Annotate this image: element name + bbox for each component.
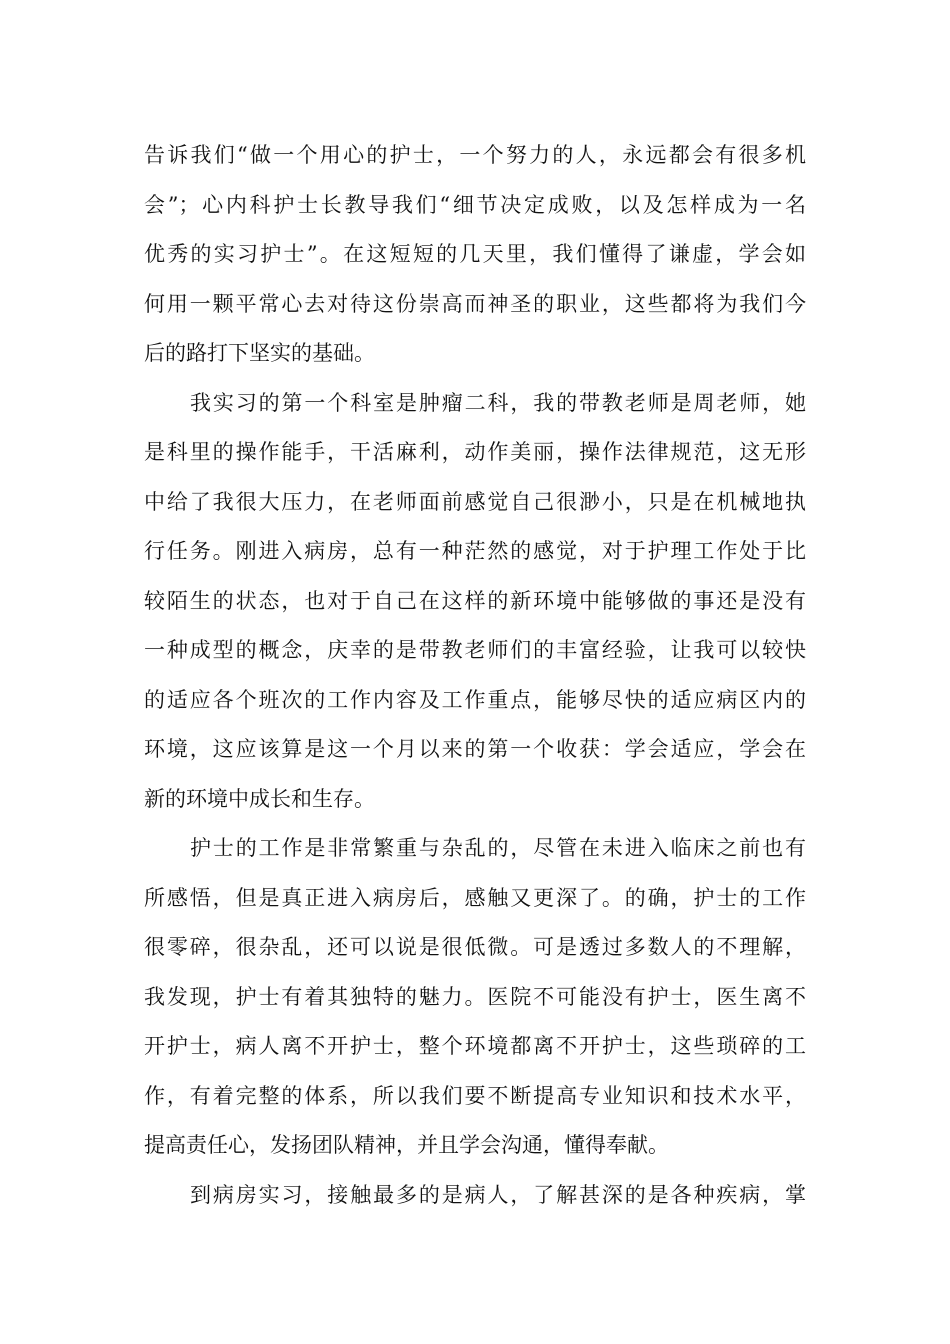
- text-line: 新的环境中成长和生存。: [144, 786, 375, 811]
- document-body: [144, 131, 806, 1220]
- text-line: 我实习的第一个科室是肿瘤二科，我的带教老师是周老师，她: [190, 390, 806, 415]
- text-line: 环境，这应该算是这一个月以来的第一个收获：学会适应，学会在: [144, 737, 806, 761]
- text-line: 开护士，病人离不开护士，整个环境都离不开护士，这些琐碎的工: [144, 1034, 806, 1058]
- text-line: 提高责任心，发扬团队精神，并且学会沟通，懂得奉献。: [144, 1133, 669, 1157]
- text-line: 后的路打下坚实的基础。: [144, 341, 375, 365]
- text-line: 作，有着完整的体系，所以我们要不断提高专业知识和技术水平，: [144, 1083, 806, 1108]
- text-line: 何用一颗平常心去对待这份崇高而神圣的职业，这些都将为我们今: [144, 291, 806, 316]
- paragraph-4: [144, 1171, 806, 1221]
- text-line: 中给了我很大压力，在老师面前感觉自己很渺小，只是在机械地执: [144, 489, 806, 514]
- text-line: 我发现，护士有着其独特的魅力。医院不可能没有护士，医生离不: [144, 984, 806, 1009]
- text-line: 会”；心内科护士长教导我们“细节决定成败，以及怎样成为一名: [144, 192, 806, 217]
- text-line: 所感悟，但是真正进入病房后，感触又更深了。的确，护士的工作: [144, 885, 806, 910]
- text-line: 到病房实习，接触最多的是病人，了解甚深的是各种疾病，掌: [190, 1182, 806, 1207]
- text-line: 一种成型的概念，庆幸的是带教老师们的丰富经验，让我可以较快: [144, 638, 806, 662]
- text-line: 是科里的操作能手，干活麻利，动作美丽，操作法律规范，这无形: [144, 440, 806, 464]
- paragraph-3: [144, 824, 806, 1171]
- text-line: 的适应各个班次的工作内容及工作重点，能够尽快的适应病区内的: [144, 687, 806, 712]
- paragraph-2: [144, 379, 806, 825]
- text-line: 较陌生的状态，也对于自己在这样的新环境中能够做的事还是没有: [144, 588, 806, 613]
- text-line: 优秀的实习护士”。在这短短的几天里，我们懂得了谦虚，学会如: [144, 242, 806, 266]
- text-line: 很零碎，很杂乱，还可以说是很低微。可是透过多数人的不理解，: [144, 935, 806, 959]
- paragraph-1: [144, 131, 806, 379]
- text-line: 护士的工作是非常繁重与杂乱的，尽管在未进入临床之前也有: [190, 836, 806, 860]
- text-line: 告诉我们“做一个用心的护士，一个努力的人，永远都会有很多机: [144, 143, 806, 167]
- text-line: 行任务。刚进入病房，总有一种茫然的感觉，对于护理工作处于比: [144, 539, 806, 563]
